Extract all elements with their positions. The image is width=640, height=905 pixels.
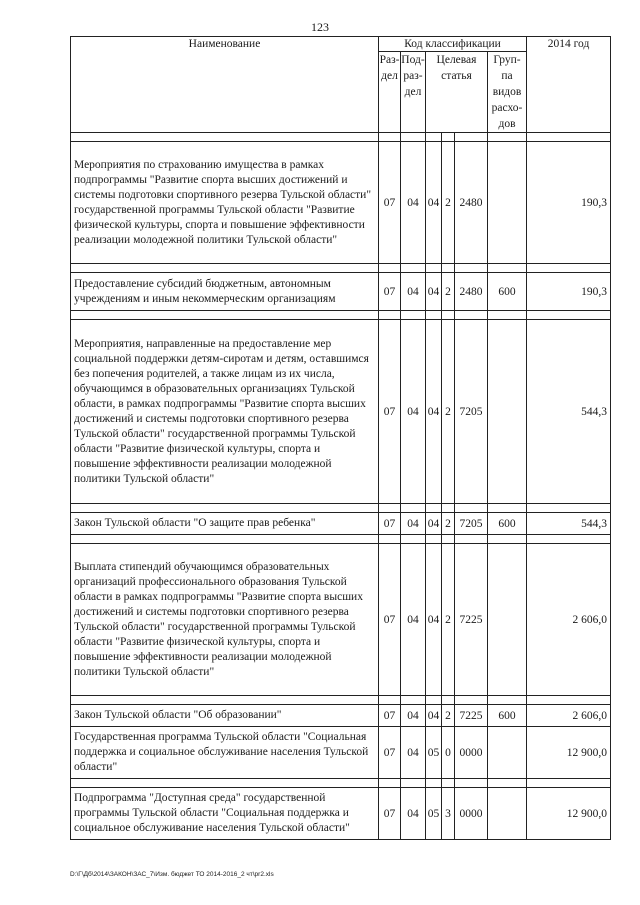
table-row [71, 513, 611, 535]
row-podrazdel: 04 [401, 727, 426, 779]
row-amount: 190,3 [527, 142, 611, 264]
row-name: Предоставление субсидий бюджетным, автономным учреждениям и иным некоммерческим организациям [71, 273, 379, 311]
row-target-part2: 2 [442, 273, 455, 311]
row-amount: 2 606,0 [527, 705, 611, 727]
table-row [71, 142, 611, 264]
table-row [71, 320, 611, 504]
header-target: Целевая статья [426, 52, 488, 133]
row-group [488, 727, 527, 779]
row-target-part3: 0000 [455, 727, 488, 779]
row-group: 600 [488, 513, 527, 535]
row-razdel: 07 [379, 320, 401, 504]
header-razdel: Раз- дел [379, 52, 401, 133]
row-name: Мероприятия по страхованию имущества в рамках подпрограммы "Развитие спорта высших достижений и системы подготовки спортивного резерва Тульской области" государственной программы Тульской области "Развитие физической культуры, спорта и повышение эффективности реализации молодежной политики Тульской области" [71, 142, 379, 264]
row-podrazdel: 04 [401, 705, 426, 727]
row-name: Закон Тульской области "Об образовании" [71, 705, 379, 727]
row-razdel: 07 [379, 788, 401, 840]
row-target-part1: 05 [426, 788, 442, 840]
row-target-part1: 04 [426, 320, 442, 504]
row-name: Подпрограмма "Доступная среда" государственной программы Тульской области "Социальная поддержка и социальное обслуживание населения Тульской области" [71, 788, 379, 840]
row-podrazdel: 04 [401, 788, 426, 840]
row-podrazdel: 04 [401, 273, 426, 311]
row-name: Закон Тульской области "О защите прав ребенка" [71, 513, 379, 535]
header-code-group: Код классификации [379, 37, 527, 52]
row-target-part1: 04 [426, 142, 442, 264]
row-podrazdel: 04 [401, 544, 426, 696]
header-podrazdel: Под- раз- дел [401, 52, 426, 133]
row-amount: 190,3 [527, 273, 611, 311]
row-amount: 12 900,0 [527, 727, 611, 779]
row-target-part1: 04 [426, 513, 442, 535]
row-target-part3: 7225 [455, 705, 488, 727]
row-razdel: 07 [379, 513, 401, 535]
row-target-part3: 7205 [455, 513, 488, 535]
row-target-part2: 2 [442, 142, 455, 264]
budget-table [70, 36, 611, 840]
header-group: Груп- па видов расхо- дов [488, 52, 527, 133]
row-group [488, 320, 527, 504]
header-name: Наименование [71, 37, 379, 133]
row-amount: 544,3 [527, 513, 611, 535]
row-amount: 2 606,0 [527, 544, 611, 696]
row-target-part1: 04 [426, 544, 442, 696]
table-row [71, 273, 611, 311]
table-row [71, 544, 611, 696]
row-group: 600 [488, 273, 527, 311]
table-row [71, 727, 611, 779]
row-target-part1: 05 [426, 727, 442, 779]
row-amount: 12 900,0 [527, 788, 611, 840]
row-podrazdel: 04 [401, 320, 426, 504]
row-group [488, 142, 527, 264]
row-razdel: 07 [379, 142, 401, 264]
row-group [488, 788, 527, 840]
table-row [71, 788, 611, 840]
row-razdel: 07 [379, 727, 401, 779]
row-target-part3: 2480 [455, 273, 488, 311]
row-name: Мероприятия, направленные на предоставление мер социальной поддержки детям-сиротам и детям, оставшимся без попечения родителей, а также лицам из их числа, обучающимся в образовательных организациях Тульской области, в рамках подпрограммы "Развитие спорта высших достижений и системы подготовки спортивного резерва Тульской области" государственной программы Тульской области "Развитие физической культуры, спорта и повышение эффективности реализации молодежной политики Тульской области" [71, 320, 379, 504]
row-target-part3: 7225 [455, 544, 488, 696]
row-podrazdel: 04 [401, 513, 426, 535]
row-target-part3: 7205 [455, 320, 488, 504]
row-name: Государственная программа Тульской области "Социальная поддержка и социальное обслуживание населения Тульской области" [71, 727, 379, 779]
row-group [488, 544, 527, 696]
row-name: Выплата стипендий обучающимся образовательных организаций профессионального образования Тульской области в рамках подпрограммы "Развитие спорта высших достижений и системы подготовки спортивного резерва Тульской области" государственной программы Тульской области "Развитие физической культуры, спорта и повышение эффективности реализации молодежной политики Тульской области" [71, 544, 379, 696]
row-podrazdel: 04 [401, 142, 426, 264]
row-target-part2: 3 [442, 788, 455, 840]
row-target-part2: 0 [442, 727, 455, 779]
table-row [71, 705, 611, 727]
row-target-part1: 04 [426, 273, 442, 311]
row-target-part1: 04 [426, 705, 442, 727]
footer-file-path: D:\Г\Дб\2014\ЗАКОН\ЗАС_7\Изм. бюджет ТО 2014-2016_2 чт\pr2.xls [70, 871, 274, 878]
row-group: 600 [488, 705, 527, 727]
row-amount: 544,3 [527, 320, 611, 504]
row-razdel: 07 [379, 273, 401, 311]
row-target-part3: 2480 [455, 142, 488, 264]
row-target-part2: 2 [442, 513, 455, 535]
row-razdel: 07 [379, 705, 401, 727]
row-target-part2: 2 [442, 320, 455, 504]
row-target-part2: 2 [442, 705, 455, 727]
row-razdel: 07 [379, 544, 401, 696]
row-target-part2: 2 [442, 544, 455, 696]
row-target-part3: 0000 [455, 788, 488, 840]
page-number: 123 [311, 20, 329, 34]
header-year: 2014 год [527, 37, 611, 133]
